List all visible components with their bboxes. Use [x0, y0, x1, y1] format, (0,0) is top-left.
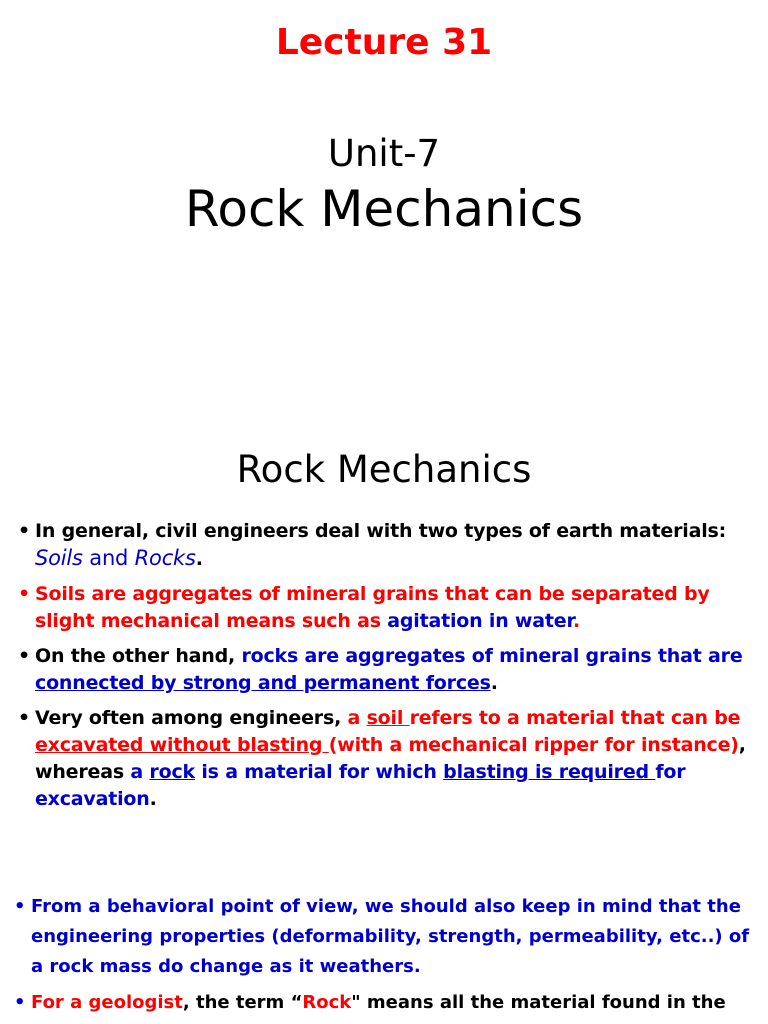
blasting-term: blasting is required — [443, 761, 656, 783]
section-title: Rock Mechanics — [236, 448, 532, 491]
period: . — [572, 610, 580, 632]
term-text: , the term “ — [182, 992, 303, 1013]
content-slide — [0, 440, 768, 1024]
is-text: is a material for which — [194, 761, 444, 783]
bullet-list — [18, 518, 758, 821]
geologist-text: For a geologist — [31, 992, 183, 1013]
bullet-list-2 — [14, 892, 764, 1024]
whereas-text: , whereas — [35, 734, 746, 783]
bullet-dot: • — [18, 520, 30, 542]
period: . — [195, 548, 203, 570]
main-title: Rock Mechanics — [184, 180, 584, 238]
means-text: " means all the material found in the — [351, 992, 726, 1013]
bullet-earth-materials — [18, 518, 758, 573]
refers-text: refers to a material that can be — [409, 707, 741, 729]
bullet-text: On the other hand, — [35, 645, 242, 667]
and-text: and — [82, 546, 135, 570]
bullet-dot: • — [18, 707, 30, 729]
connected-term: connected by strong and permanent forces — [35, 672, 491, 694]
bullet-geologist — [14, 988, 764, 1018]
a-text-2: a — [130, 761, 150, 783]
unit-label: Unit-7 — [327, 132, 441, 175]
bullet-dot: • — [14, 992, 26, 1013]
soils-term: Soils — [35, 546, 83, 570]
title-slide — [0, 0, 768, 420]
rocks-term: Rocks — [134, 546, 196, 570]
excavated-term: excavated without blasting — [35, 734, 329, 756]
rock-term: rock — [149, 761, 195, 783]
period: . — [149, 788, 157, 810]
agitation-term: agitation in water — [387, 610, 573, 632]
ripper-text: (with a mechanical ripper for instance) — [328, 734, 739, 756]
soil-term: soil — [366, 707, 410, 729]
bullet-engineers-view — [18, 705, 758, 813]
bullet-rocks-definition — [18, 643, 758, 697]
bullet-text: Soils are aggregates of mineral grains that can be separated by slight mechanical means such as — [35, 583, 710, 632]
rock-word: Rock — [302, 992, 352, 1013]
bullet-dot: • — [18, 583, 30, 605]
lecture-title: Lecture 31 — [275, 22, 493, 63]
bullet-text: Very often among engineers, — [35, 707, 348, 729]
bullet-dot: • — [14, 896, 26, 917]
bullet-behavioral — [14, 892, 764, 982]
bullet-dot: • — [18, 645, 30, 667]
bullet-text: In general, civil engineers deal with two types of earth materials: — [35, 520, 727, 542]
bullet-soils-definition — [18, 581, 758, 635]
a-text: a — [347, 707, 367, 729]
rocks-text: rocks are aggregates of mineral grains that are — [241, 645, 743, 667]
bullet-text: From a behavioral point of view, we should also keep in mind that the engineering properties (deformability, strength, permeability, etc..) of a rock mass do change as it weathers. — [31, 896, 750, 977]
period: . — [490, 672, 498, 694]
for-text: for excavation — [35, 761, 686, 810]
